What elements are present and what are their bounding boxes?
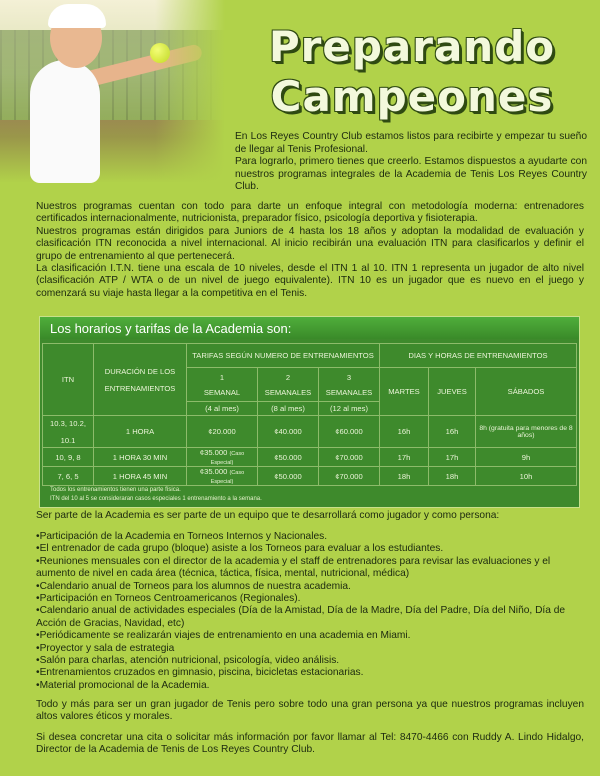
- body-paragraph: La clasificación I.T.N. tiene una escala de 10 niveles, desde el ITN 1 al 10. ITN 1 representa un jugador de alto nivel (clasificación ATP / WTA o de un nivel de juego equivalente). ITN 10 es un jugador que es nuevo en el juego y comenzará su viaje hasta llegar a la competitiva en el Tenis.: [36, 263, 584, 299]
- table-row: 10, 9, 8 1 HORA 30 MIN ¢35.000 (Caso Especial) ¢50.000 ¢70.000 17h 17h 9h: [43, 448, 577, 467]
- header-dias: DIAS Y HORAS DE ENTRENAMIENTOS: [380, 344, 577, 368]
- list-item: •Reuniones mensuales con el director de la academia y el staff de entrenadores para revisar las evaluaciones y el aumento de nivel en cada área (técnica, táctica, física, mental, nutricional, médica): [36, 555, 551, 580]
- table-row: 7, 6, 5 1 HORA 45 MIN ¢35.000 (Caso Especial) ¢50.000 ¢70.000 18h 18h 10h: [43, 467, 577, 486]
- list-item: •Participación de la Academia en Torneos Internos y Nacionales.: [36, 531, 328, 542]
- intro-text: [235, 131, 587, 194]
- list-item: •Salón para charlas, atención nutricional, psicología, video análisis.: [36, 655, 340, 667]
- program-description: [36, 201, 584, 300]
- rates-table: ITN DURACIÓN DE LOS ENTRENAMIENTOS TARIFAS SEGÚN NUMERO DE ENTRENAMIENTOS DIAS Y HORAS DE ENTRENAMIENTOS 1 SEMANAL 2 SEMANALES 3 SEMANALES MARTES JUEVES SÁBADOS (4 al mes) (8 al mes) (12 al mes) 10.3, 10.2, 10.1 1 HORA ¢20.000 ¢40.000 ¢60.000 16h 16h 8h (gratuita para menores de 8 años) 10, 9, 8 1 HORA 30 MIN ¢35.000 (Caso Especial) ¢50.000 ¢70.000 17h 17h 9h 7, 6, 5 1 HORA 45 MIN ¢35.000 (Caso Especial) ¢50.000 ¢70.000 18h 18h 10h: [42, 343, 577, 486]
- list-item: •Calendario anual de actividades especiales (Día de la Amistad, Día de la Madre, Día del Padre, Día del Niño, Día de Acción de Gracias, Navidad, etc): [36, 605, 566, 629]
- body-paragraph: Nuestros programas están dirigidos para Juniors de 4 hasta los 18 años y adoptan la modalidad de evaluación y clasificación ITN reconocida a nivel internacional. Al inicio recibirán una evaluación ITN para clasificarlos y definir el grupo de entrenamiento al que pertenecerá.: [36, 225, 584, 262]
- list-item: •Proyector y sala de estrategia: [36, 642, 175, 654]
- list-item: •El entrenador de cada grupo (bloque) asiste a los Torneos para evaluar a los estudiantes.: [36, 543, 444, 555]
- header-duracion: DURACIÓN DE LOS ENTRENAMIENTOS: [94, 344, 187, 416]
- benefits-list: [36, 531, 584, 692]
- team-intro: Ser parte de la Academia es ser parte de un equipo que te desarrollará como jugador y como persona:: [36, 510, 500, 521]
- page-title-line2: Campeones: [270, 72, 554, 121]
- header-tarifa-1: 1 SEMANAL: [187, 368, 258, 402]
- list-item: •Entrenamientos cruzados en gimnasio, piscina, bicicletas estacionarias.: [36, 667, 364, 679]
- rates-table-box: [39, 316, 580, 508]
- header-tarifa-3: 3 SEMANALES: [319, 368, 380, 402]
- list-item: •Calendario anual de Torneos para los alumnos de nuestra academia.: [36, 580, 351, 592]
- table-row: 10.3, 10.2, 10.1 1 HORA ¢20.000 ¢40.000 ¢60.000 16h 16h 8h (gratuita para menores de 8 años): [43, 416, 577, 448]
- tennis-player-photo: [0, 0, 225, 183]
- intro-paragraph: En Los Reyes Country Club estamos listos para recibirte y empezar tu sueño de llegar al Tenis Profesional.: [235, 131, 587, 155]
- page-title-line1: Preparando: [268, 22, 556, 71]
- table-notes: Todos los entrenamientos tienen una parte física. ITN del 10 al 5 se consideraran casos especiales 1 entrenamiento a la semana.: [50, 487, 262, 502]
- intro-paragraph: Para lograrlo, primero tienes que creerlo. Estamos dispuestos a ayudarte con nuestros programas integrales de la Academia de Tenis Los Reyes Country Club.: [235, 156, 587, 193]
- contact-text: Si desea concretar una cita o solicitar más información por favor llamar al Tel: 8470-4466 con Ruddy A. Lindo Hidalgo, Director de la Academia de Tenis de Los Reyes Country Club.: [36, 732, 584, 756]
- header-tarifa-2: 2 SEMANALES: [258, 368, 319, 402]
- list-item: •Material promocional de la Academia.: [36, 679, 210, 691]
- closing-text: Todo y más para ser un gran jugador de Tenis pero sobre todo una gran persona ya que nuestros programas incluyen altos valores éticos y morales.: [36, 699, 584, 723]
- header-martes: MARTES: [380, 368, 429, 416]
- header-tarifas: TARIFAS SEGÚN NUMERO DE ENTRENAMIENTOS: [187, 344, 380, 368]
- header-sabados: SÁBADOS: [476, 368, 577, 416]
- list-item: •Participación en Torneos Centroamericanos (Regionales).: [36, 593, 301, 605]
- header-jueves: JUEVES: [429, 368, 476, 416]
- header-itn: ITN: [43, 344, 94, 416]
- table-heading: Los horarios y tarifas de la Academia son:: [40, 317, 579, 339]
- list-item: •Periódicamente se realizarán viajes de entrenamiento en una academia en Miami.: [36, 630, 411, 642]
- body-paragraph: Nuestros programas cuentan con todo para darte un enfoque integral con metodología moderna: entrenadores certificados internacionalmente, nutricionista, preparador físico, psicología deportiva y fisioterapia.: [36, 201, 584, 225]
